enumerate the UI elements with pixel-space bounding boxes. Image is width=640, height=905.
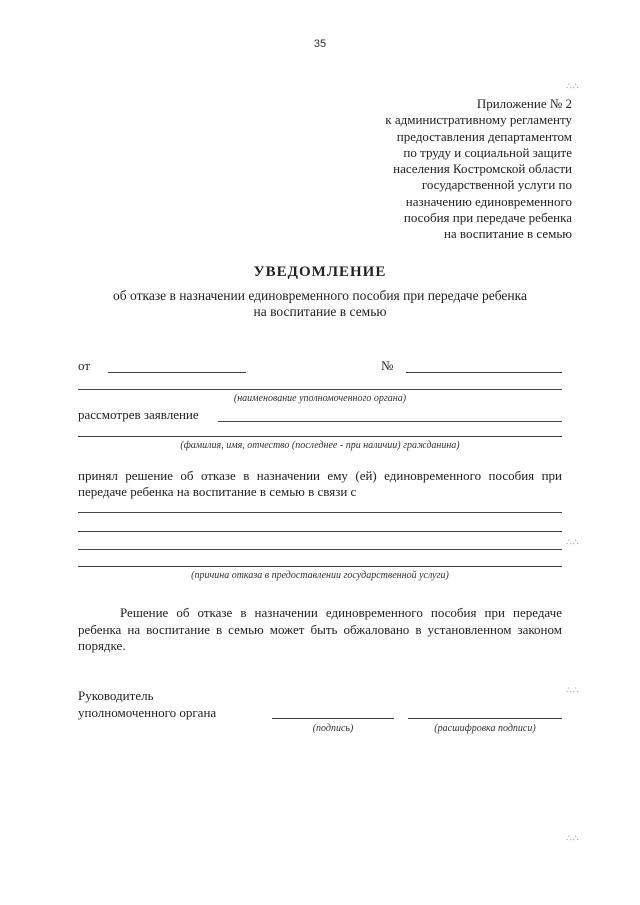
decision-text: принял решение об отказе в назначении ему (ей) единовременного пособия при передаче ребенка на воспитание в семью в связи с: [78, 468, 562, 499]
reason-field-line: [78, 512, 562, 513]
date-number-row: [78, 358, 562, 378]
appendix-line: предоставления департаментом: [396, 128, 572, 144]
appeal-paragraph: Решение об отказе в назначении единовременного пособия при передаче ребенка на воспитание в семью может быть обжаловано в установленном законом порядке.: [78, 605, 562, 653]
citizen-caption: (фамилия, имя, отчество (последнее - при наличии) гражданина): [180, 440, 460, 451]
reviewed-label: рассмотрев заявление: [78, 407, 199, 422]
subtitle-line: на воспитание в семью: [253, 304, 387, 319]
subtitle-line: об отказе в назначении единовременного пособия при передаче ребенка: [113, 288, 527, 303]
date-field-line: [108, 372, 246, 373]
signatory-title: [78, 687, 268, 721]
signature-decoding-line: [408, 718, 562, 719]
signature-field-line: [272, 718, 394, 719]
appendix-line: пособия при передаче ребенка: [403, 210, 572, 226]
appendix-line: назначению единовременного: [405, 193, 572, 209]
signatory-line: уполномоченного органа: [78, 705, 217, 720]
reason-field-line: [78, 566, 562, 567]
appendix-line: Приложение № 2: [476, 96, 572, 111]
citizen-field-line: [78, 436, 562, 437]
scan-artifact: ∴∴: [566, 82, 580, 92]
application-field-line: [218, 421, 562, 422]
page-number: 35: [313, 38, 327, 50]
reason-field-line: [78, 531, 562, 532]
appendix-line: по труду и социальной защите: [403, 144, 572, 160]
signature-decoding-caption: (расшифровка подписи): [434, 723, 536, 734]
appendix-line: населения Костромской области: [393, 161, 572, 177]
authority-field-line: [78, 389, 562, 390]
number-field-line: [406, 372, 562, 373]
reviewed-row: [78, 407, 562, 423]
appendix-line: государственной услуги по: [421, 177, 572, 193]
appendix-header: [312, 96, 572, 243]
reason-field-line: [78, 549, 562, 550]
appendix-line: к административному регламенту: [385, 112, 572, 128]
document-subtitle: [0, 288, 640, 320]
scan-artifact: ∴∴: [566, 834, 580, 844]
authority-caption: (наименование уполномоченного органа): [233, 393, 407, 404]
scan-artifact: ∴∴: [566, 538, 580, 548]
reason-caption: (причина отказа в предоставлении государственной услуги): [191, 570, 449, 581]
number-label: №: [381, 358, 394, 373]
scan-artifact: ∴∴: [566, 686, 580, 696]
appendix-line: на воспитание в семью: [443, 226, 572, 242]
document-title: УВЕДОМЛЕНИЕ: [253, 264, 387, 280]
signatory-line: Руководитель: [78, 688, 154, 703]
signature-caption: (подпись): [312, 723, 354, 734]
from-label: от: [78, 358, 91, 373]
